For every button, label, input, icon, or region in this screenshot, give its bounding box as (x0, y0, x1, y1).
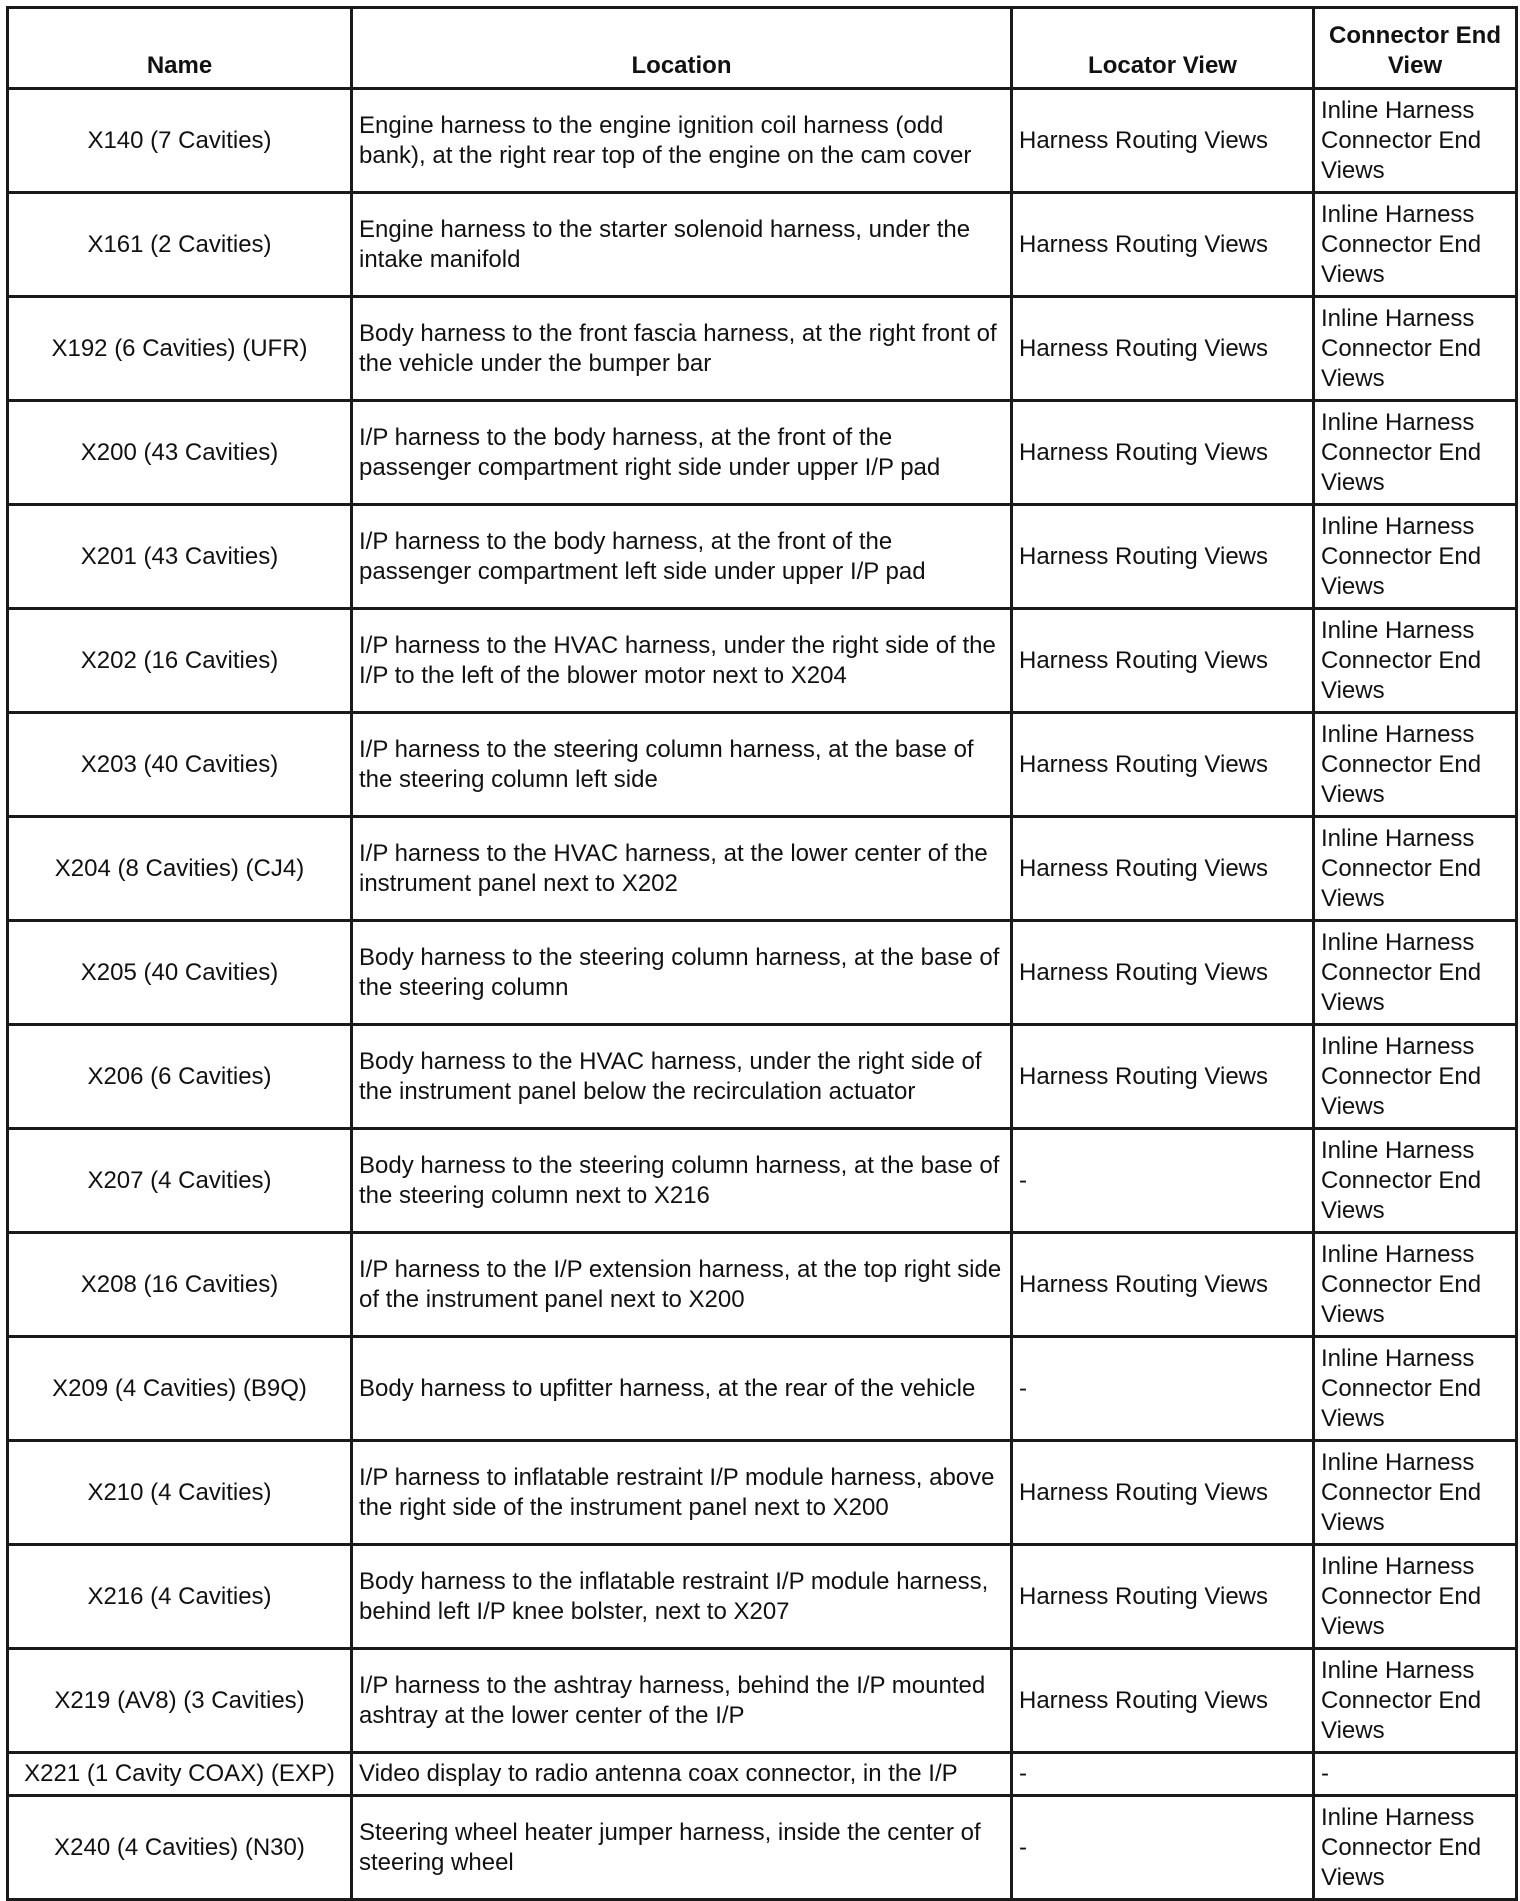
cell-name: X209 (4 Cavities) (B9Q) (8, 1337, 352, 1441)
cell-name: X200 (43 Cavities) (8, 401, 352, 505)
table-row (8, 1337, 1517, 1441)
cell-location: I/P harness to the ashtray harness, behind the I/P mounted ashtray at the lower center of the I/P (352, 1649, 1012, 1753)
cell-locator-view-link[interactable]: Harness Routing Views (1012, 1025, 1314, 1129)
cell-location: Video display to radio antenna coax connector, in the I/P (352, 1753, 1012, 1796)
cell-connector-end-view-link[interactable]: Inline Harness Connector End Views (1314, 1129, 1517, 1233)
cell-locator-view-link[interactable]: Harness Routing Views (1012, 609, 1314, 713)
cell-name: X240 (4 Cavities) (N30) (8, 1796, 352, 1900)
cell-connector-end-view-link[interactable]: Inline Harness Connector End Views (1314, 1025, 1517, 1129)
cell-location: Body harness to the front fascia harness, at the right front of the vehicle under the bumper bar (352, 297, 1012, 401)
cell-location: Steering wheel heater jumper harness, inside the center of steering wheel (352, 1796, 1012, 1900)
cell-name: X201 (43 Cavities) (8, 505, 352, 609)
header-connector-end-view: Connector End View (1314, 8, 1517, 89)
table-row (8, 713, 1517, 817)
connector-table-page (6, 6, 1515, 1901)
cell-locator-view-link[interactable]: Harness Routing Views (1012, 401, 1314, 505)
table-row (8, 921, 1517, 1025)
cell-location: I/P harness to the I/P extension harness, at the top right side of the instrument panel next to X200 (352, 1233, 1012, 1337)
table-row (8, 297, 1517, 401)
cell-connector-end-view-link[interactable]: Inline Harness Connector End Views (1314, 609, 1517, 713)
cell-connector-end-view-link[interactable]: Inline Harness Connector End Views (1314, 713, 1517, 817)
header-name: Name (8, 8, 352, 89)
cell-location: Engine harness to the starter solenoid harness, under the intake manifold (352, 193, 1012, 297)
cell-locator-view-link[interactable]: Harness Routing Views (1012, 505, 1314, 609)
cell-location: I/P harness to the body harness, at the front of the passenger compartment left side under upper I/P pad (352, 505, 1012, 609)
cell-connector-end-view-link[interactable]: Inline Harness Connector End Views (1314, 1337, 1517, 1441)
cell-connector-end-view-link[interactable]: Inline Harness Connector End Views (1314, 505, 1517, 609)
cell-name: X202 (16 Cavities) (8, 609, 352, 713)
cell-connector-end-view-link[interactable]: Inline Harness Connector End Views (1314, 1233, 1517, 1337)
cell-locator-view-link[interactable]: Harness Routing Views (1012, 921, 1314, 1025)
table-row (8, 89, 1517, 193)
cell-locator-view: - (1012, 1337, 1314, 1441)
cell-locator-view-link[interactable]: Harness Routing Views (1012, 89, 1314, 193)
cell-name: X216 (4 Cavities) (8, 1545, 352, 1649)
header-locator-view: Locator View (1012, 8, 1314, 89)
table-row (8, 193, 1517, 297)
cell-name: X161 (2 Cavities) (8, 193, 352, 297)
cell-name: X192 (6 Cavities) (UFR) (8, 297, 352, 401)
cell-name: X140 (7 Cavities) (8, 89, 352, 193)
cell-name: X203 (40 Cavities) (8, 713, 352, 817)
header-location: Location (352, 8, 1012, 89)
cell-connector-end-view-link[interactable]: Inline Harness Connector End Views (1314, 1545, 1517, 1649)
cell-name: X210 (4 Cavities) (8, 1441, 352, 1545)
cell-location: Body harness to the steering column harness, at the base of the steering column (352, 921, 1012, 1025)
cell-name: X208 (16 Cavities) (8, 1233, 352, 1337)
cell-locator-view: - (1012, 1796, 1314, 1900)
table-row (8, 609, 1517, 713)
cell-connector-end-view-link[interactable]: Inline Harness Connector End Views (1314, 817, 1517, 921)
table-row (8, 1796, 1517, 1900)
cell-name: X206 (6 Cavities) (8, 1025, 352, 1129)
header-row (8, 8, 1517, 89)
cell-name: X205 (40 Cavities) (8, 921, 352, 1025)
cell-location: Body harness to upfitter harness, at the rear of the vehicle (352, 1337, 1012, 1441)
cell-connector-end-view-link[interactable]: Inline Harness Connector End Views (1314, 1796, 1517, 1900)
cell-location: I/P harness to the steering column harness, at the base of the steering column left side (352, 713, 1012, 817)
cell-name: X207 (4 Cavities) (8, 1129, 352, 1233)
cell-locator-view-link[interactable]: Harness Routing Views (1012, 817, 1314, 921)
table-row (8, 505, 1517, 609)
cell-locator-view-link[interactable]: Harness Routing Views (1012, 1649, 1314, 1753)
cell-location: Body harness to the inflatable restraint I/P module harness, behind left I/P knee bolster, next to X207 (352, 1545, 1012, 1649)
cell-location: Body harness to the steering column harness, at the base of the steering column next to X216 (352, 1129, 1012, 1233)
connector-table (6, 6, 1518, 1901)
cell-connector-end-view-link[interactable]: Inline Harness Connector End Views (1314, 1649, 1517, 1753)
cell-locator-view-link[interactable]: Harness Routing Views (1012, 1233, 1314, 1337)
cell-locator-view-link[interactable]: Harness Routing Views (1012, 1441, 1314, 1545)
cell-name: X221 (1 Cavity COAX) (EXP) (8, 1753, 352, 1796)
cell-locator-view-link[interactable]: Harness Routing Views (1012, 713, 1314, 817)
cell-location: I/P harness to the HVAC harness, at the lower center of the instrument panel next to X202 (352, 817, 1012, 921)
cell-locator-view-link[interactable]: Harness Routing Views (1012, 1545, 1314, 1649)
cell-name: X204 (8 Cavities) (CJ4) (8, 817, 352, 921)
table-row (8, 1753, 1517, 1796)
cell-location: I/P harness to the body harness, at the front of the passenger compartment right side under upper I/P pad (352, 401, 1012, 505)
table-row (8, 1441, 1517, 1545)
cell-locator-view: - (1012, 1129, 1314, 1233)
cell-connector-end-view-link[interactable]: Inline Harness Connector End Views (1314, 921, 1517, 1025)
cell-connector-end-view-link[interactable]: Inline Harness Connector End Views (1314, 193, 1517, 297)
cell-locator-view: - (1012, 1753, 1314, 1796)
cell-connector-end-view-link[interactable]: Inline Harness Connector End Views (1314, 401, 1517, 505)
table-row (8, 401, 1517, 505)
cell-name: X219 (AV8) (3 Cavities) (8, 1649, 352, 1753)
cell-connector-end-view-link[interactable]: Inline Harness Connector End Views (1314, 297, 1517, 401)
cell-connector-end-view-link[interactable]: Inline Harness Connector End Views (1314, 1441, 1517, 1545)
table-row (8, 817, 1517, 921)
cell-locator-view-link[interactable]: Harness Routing Views (1012, 297, 1314, 401)
cell-location: I/P harness to the HVAC harness, under the right side of the I/P to the left of the blower motor next to X204 (352, 609, 1012, 713)
table-row (8, 1129, 1517, 1233)
table-row (8, 1545, 1517, 1649)
cell-location: Engine harness to the engine ignition coil harness (odd bank), at the right rear top of the engine on the cam cover (352, 89, 1012, 193)
cell-location: I/P harness to inflatable restraint I/P module harness, above the right side of the instrument panel next to X200 (352, 1441, 1012, 1545)
table-row (8, 1649, 1517, 1753)
cell-location: Body harness to the HVAC harness, under the right side of the instrument panel below the recirculation actuator (352, 1025, 1012, 1129)
table-row (8, 1025, 1517, 1129)
cell-connector-end-view: - (1314, 1753, 1517, 1796)
cell-connector-end-view-link[interactable]: Inline Harness Connector End Views (1314, 89, 1517, 193)
table-row (8, 1233, 1517, 1337)
cell-locator-view-link[interactable]: Harness Routing Views (1012, 193, 1314, 297)
